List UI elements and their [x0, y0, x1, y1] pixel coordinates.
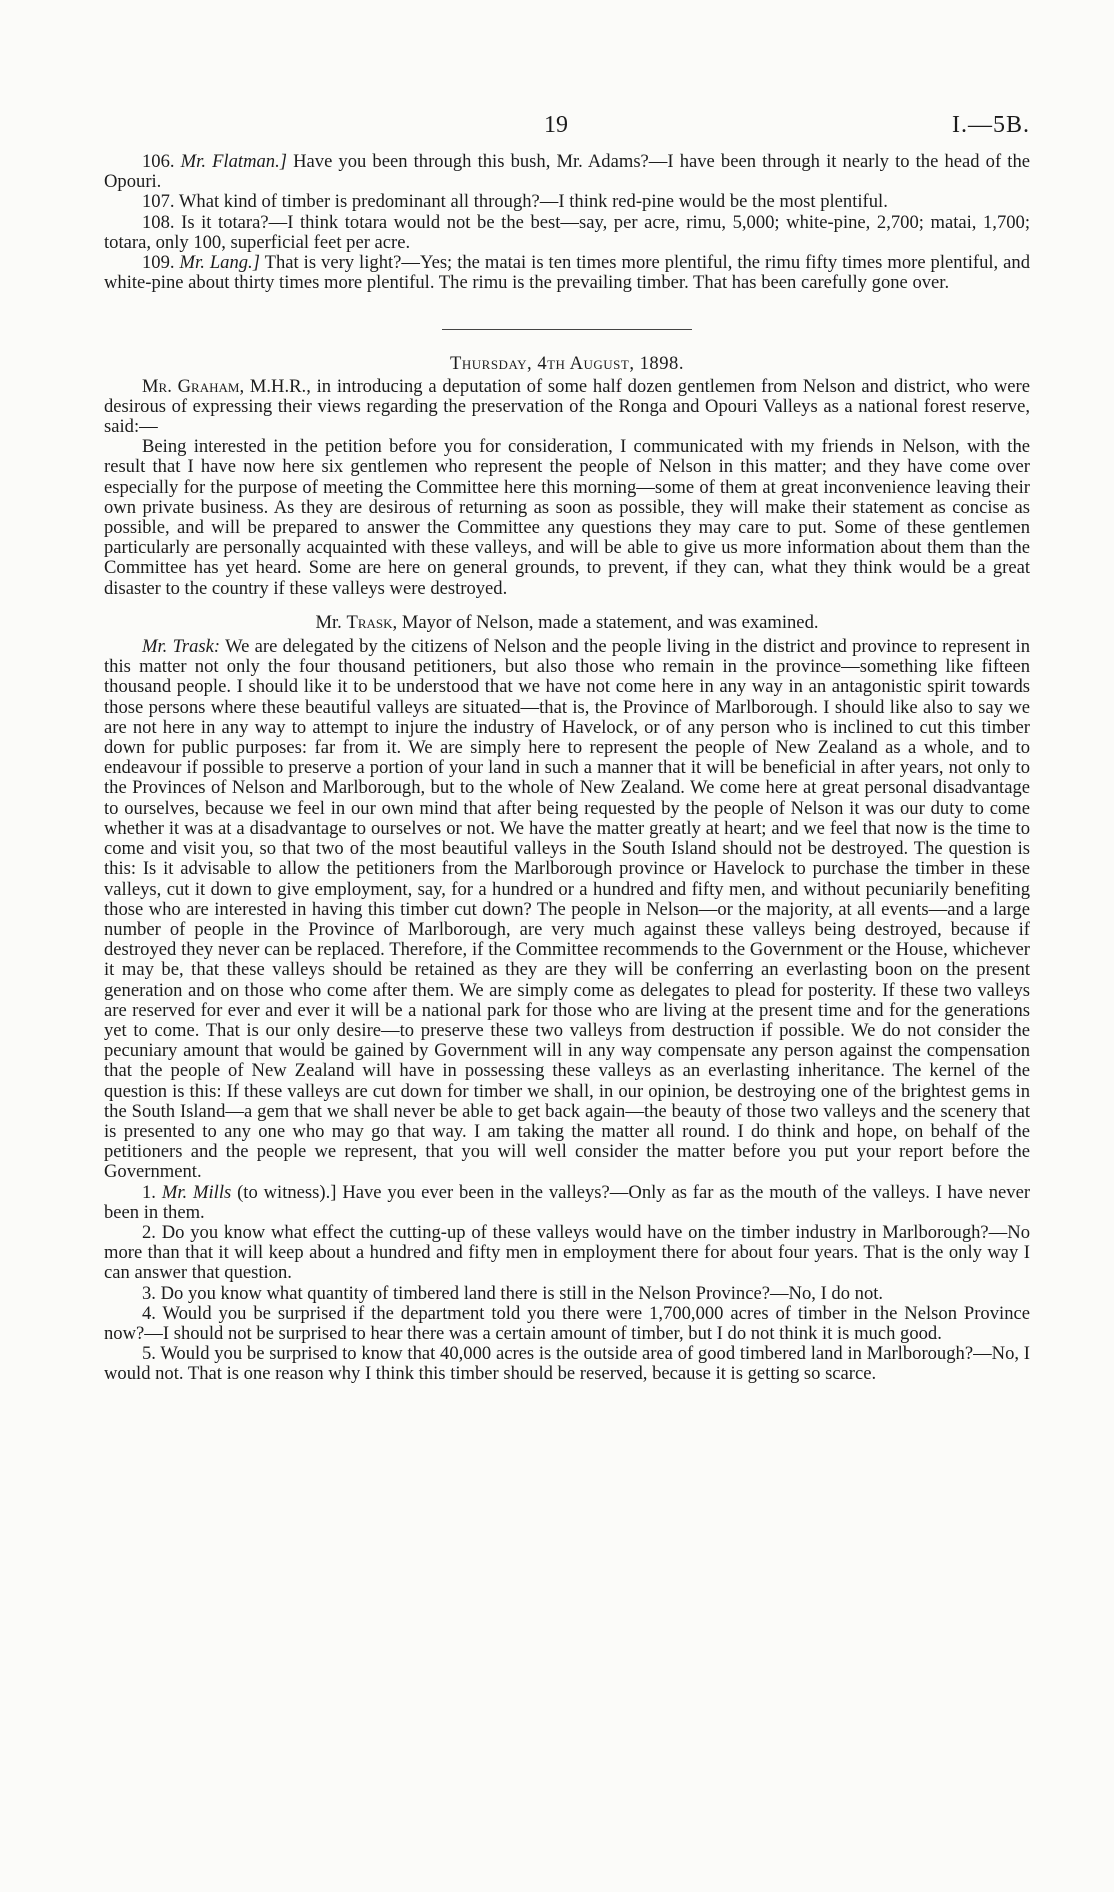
document-page — [104, 112, 1030, 1385]
statement-block — [104, 637, 1030, 1385]
intro-text: , in introducing a deputation of some half dozen gentlemen from Nelson and district, who were desirous of expressing their views regarding the preservation of the Ronga and Opouri Valleys as a national forest reserve, said:— — [104, 375, 1030, 438]
witness-prefix: Mr. — [315, 611, 347, 633]
speaker-name: Mr. Lang.] — [179, 252, 260, 274]
question-text: Would you be surprised to know that 40,000 acres is the outside area of good timbered land in Marlborough?—No, I would not. That is one reason why I think this timber should be reserved, because it is getting so scarce. — [104, 1343, 1030, 1385]
question-number: 107. — [142, 191, 175, 213]
question-text: That is very light?—Yes; the matai is ten times more plentiful, the rimu fifty times more plentiful, and white-pine about thirty times more plentiful. The rimu is the prevailing timber. That has been carefully gone over. — [104, 252, 1031, 294]
question-number: 2. — [142, 1221, 156, 1243]
speaker-name: Mr. Flatman.] — [180, 151, 287, 172]
witness-name: Trask — [346, 611, 393, 633]
page-header — [104, 112, 1030, 152]
question-number: 109. — [142, 252, 175, 274]
question-number: 4. — [142, 1302, 156, 1324]
document-reference: I.—5B. — [952, 112, 1030, 138]
question-text: Have you ever been in the valleys?—Only as far as the mouth of the valleys. I have never been in them. — [104, 1181, 1031, 1223]
question-paragraph — [104, 1183, 1030, 1223]
date-heading: Thursday, 4th August, 1898. — [450, 353, 684, 375]
question-paragraph — [104, 192, 1030, 212]
question-number: 5. — [142, 1343, 156, 1365]
question-paragraph — [104, 253, 1030, 293]
question-text: Would you be surprised if the department told you there were 1,700,000 acres of timber in the Nelson Province now?—I should not be surprised to hear there was a certain amount of timber, but I do not think it is much good. — [104, 1302, 1030, 1344]
statement-paragraph — [104, 637, 1030, 1182]
question-text: Have you been through this bush, Mr. Adams?—I have been through it nearly to the head of the Opouri. — [104, 151, 1030, 193]
speaker-note: (to witness).] — [231, 1181, 337, 1203]
speaker-name: Mr. Mills — [161, 1181, 232, 1203]
question-number: 106. — [142, 151, 175, 172]
section-divider — [442, 329, 692, 330]
question-paragraph — [104, 1344, 1030, 1384]
question-paragraph — [104, 1284, 1030, 1304]
statement-speaker: Mr. Trask: — [142, 636, 221, 658]
introduction-block — [104, 377, 1030, 599]
statement-text: We are delegated by the citizens of Nelson and the people living in the district and province to represent in this matter not only the four thousand petitioners, but also those who remain in the province—something like fifteen thousand people. I should like it to be understood that we have not come here in any way in an antagonistic spirit towards those persons where these beautiful valleys are situated—that is, the Province of Marlborough. I should like also to say we are not here in any way to attempt to injure the industry of Havelock, or of any person who is inclined to cut this timber down for public purposes: far from it. We are simply here to represent the people of New Zealand as a whole, and to endeavour if possible to preserve a portion of your land in such a manner that it will be beneficial in after years, not only to the Provinces of Nelson and Marlborough, but to the whole of New Zealand. We come here at great personal disadvantage to ourselves, because we feel in our own mind that after being requested by the people of Nelson it was our duty to come whether it was at a disadvantage to ourselves or not. We have the matter greatly at heart; and we feel that now is the time to come and visit you, so that two of the most beautiful valleys in the South Island should not be destroyed. The question is this: Is it advisable to allow the petitioners from the Marlborough province or Havelock to purchase the timber in these valleys, cut it down to give employment, say, for a hundred or a hundred and fifty men, and without pecuniarily benefiting those who are interested in having this timber cut down? The people in Nelson—or the majority, at all events—and a large number of people in the Province of Marlborough, are very much against these valleys being destroyed, because if destroyed they never can be replaced. Therefore, if the Committee recommends to the Government or the House, whichever it may be, that these valleys should be retained as they are they will be conferring an everlasting boon on the present generation and on those who come after them. We are simply come as delegates to plead for posterity. If these two valleys are reserved for ever and ever it will be a national park for those who are living at the present time and for the generations yet to come. That is our only desire—to preserve these two valleys from destruction if possible. We do not consider the pecuniary amount that would be gained by Government will in any way compensate any person against the compensation that the people of New Zealand will have in possessing these valleys as an everlasting inheritance. The kernel of the question is this: If these valleys are cut down for timber we shall, in our opinion, be destroying one of the brightest gems in the South Island—a gem that we shall never be able to get back again—the beauty of those two valleys and the scenery that is presented to any one who may go that way. I am taking the matter all round. I do think and hope, on behalf of the petitioners and the people we represent, that you will well consider the matter before you put your report before the Government. — [104, 636, 1031, 1183]
question-text: Is it totara?—I think totara would not be the best—say, per acre, rimu, 5,000; white-pine, 2,700; matai, 1,700; totara, only 100, superficial feet per acre. — [104, 211, 1030, 253]
intro-speaker: Mr. Graham, M.H.R. — [142, 375, 307, 397]
evidence-block-1 — [104, 152, 1030, 293]
witness-suffix: , Mayor of Nelson, made a statement, and was examined. — [392, 611, 819, 633]
question-number: 1. — [142, 1181, 156, 1203]
question-paragraph — [104, 1304, 1030, 1344]
question-paragraph — [104, 1223, 1030, 1284]
question-text: Do you know what effect the cutting-up of these valleys would have on the timber industry in Marlborough?—No more than that it will keep about a hundred and fifty men in employment there for about four years. That is the only way I can answer that question. — [104, 1221, 1030, 1284]
intro-paragraph — [104, 377, 1030, 438]
intro-speech: Being interested in the petition before you for consideration, I communicated with my friends in Nelson, with the result that I have now here six gentlemen who represent the people of Nelson in this matter; and they have come over especially for the purpose of meeting the Committee here this morning—some of them at great inconvenience leaving their own private business. As they are desirous of returning as soon as possible, they will make their statement as concise as possible, and will be prepared to answer the Committee any questions they may care to put. Some of these gentlemen particularly are personally acquainted with these valleys, and will be able to give us more information about them than the Committee has yet heard. Some are here on general grounds, to prevent, if they can, what they think would be a great disaster to the country if these valleys were destroyed. — [104, 436, 1030, 599]
question-paragraph — [104, 213, 1030, 253]
question-text: Do you know what quantity of timbered land there is still in the Nelson Province?—No, I do not. — [160, 1282, 884, 1304]
witness-heading — [104, 613, 1030, 633]
question-paragraph — [104, 152, 1030, 192]
question-number: 108. — [142, 211, 175, 233]
page-number: 19 — [544, 112, 568, 138]
question-text: What kind of timber is predominant all through?—I think red-pine would be the most plentiful. — [178, 191, 888, 213]
question-number: 3. — [142, 1282, 156, 1304]
